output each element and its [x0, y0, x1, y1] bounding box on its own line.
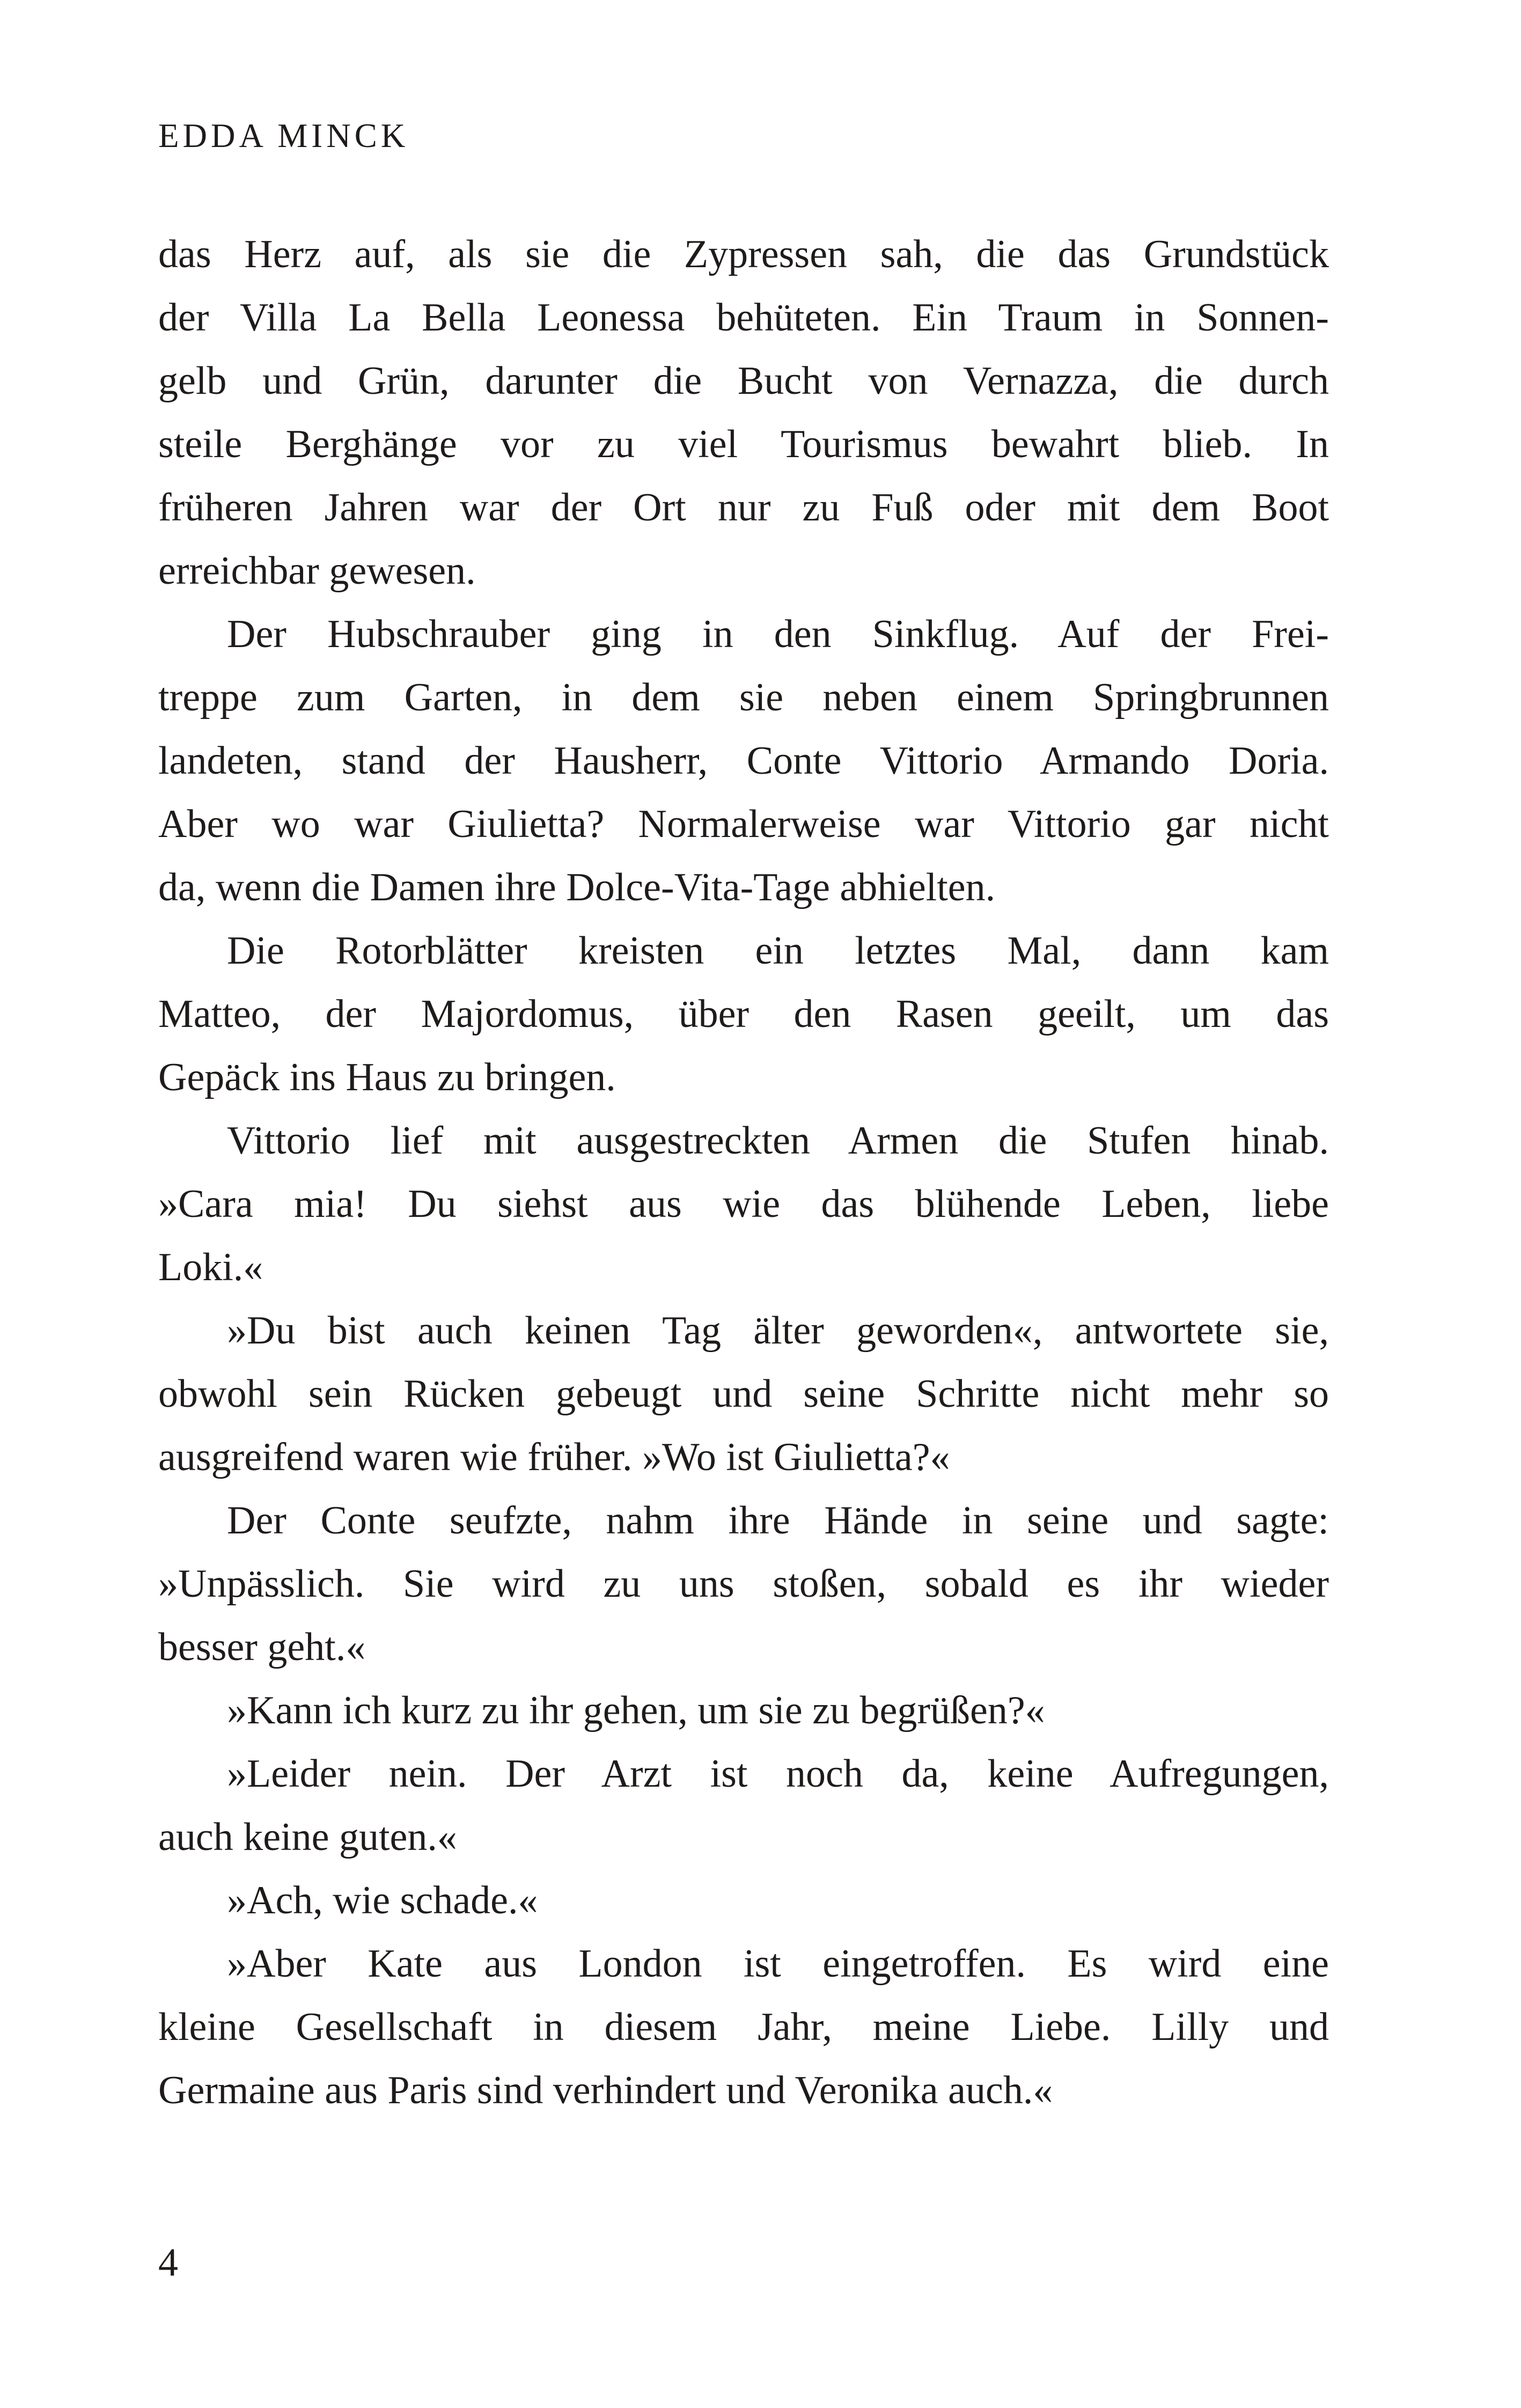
body-text-block — [158, 223, 1329, 2122]
text-line: landeten, stand der Hausherr, Conte Vittorio Armando Doria. — [158, 739, 1329, 783]
text-line: das Herz auf, als sie die Zypressen sah, die das Grundstück — [158, 232, 1329, 276]
text-line: »Leider nein. Der Arzt ist noch da, keine Aufregungen, — [227, 1752, 1329, 1796]
text-line: »Ach, wie schade.« — [227, 1878, 538, 1922]
text-line: da, wenn die Damen ihre Dolce-Vita-Tage abhielten. — [158, 865, 996, 909]
text-line: Der Hubschrauber ging in den Sinkflug. Auf der Frei- — [227, 612, 1329, 656]
text-line: »Cara mia! Du siehst aus wie das blühende Leben, liebe — [158, 1182, 1329, 1226]
text-line: ausgreifend waren wie früher. »Wo ist Giulietta?« — [158, 1435, 950, 1479]
text-line: gelb und Grün, darunter die Bucht von Vernazza, die durch — [158, 359, 1329, 403]
text-line: früheren Jahren war der Ort nur zu Fuß oder mit dem Boot — [158, 486, 1329, 530]
text-line: steile Berghänge vor zu viel Tourismus bewahrt blieb. In — [158, 422, 1329, 466]
text-line: »Du bist auch keinen Tag älter geworden«, antwortete sie, — [227, 1309, 1329, 1353]
text-line: Der Conte seufzte, nahm ihre Hände in seine und sagte: — [227, 1499, 1329, 1543]
text-line: obwohl sein Rücken gebeugt und seine Schritte nicht mehr so — [158, 1372, 1329, 1416]
author-header: EDDA MINCK — [158, 117, 409, 155]
text-line: Vittorio lief mit ausgestreckten Armen die Stufen hinab. — [227, 1119, 1329, 1163]
text-line: erreichbar gewesen. — [158, 549, 476, 593]
text-line: »Unpässlich. Sie wird zu uns stoßen, sobald es ihr wieder — [158, 1562, 1329, 1606]
text-line: Die Rotorblätter kreisten ein letztes Mal, dann kam — [227, 929, 1329, 973]
text-line: auch keine guten.« — [158, 1815, 457, 1859]
text-line: »Kann ich kurz zu ihr gehen, um sie zu begrüßen?« — [227, 1688, 1045, 1732]
text-line: der Villa La Bella Leonessa behüteten. Ein Traum in Sonnen- — [158, 296, 1329, 340]
text-line: Matteo, der Majordomus, über den Rasen geeilt, um das — [158, 992, 1329, 1036]
text-line: Loki.« — [158, 1245, 263, 1289]
text-line: Gepäck ins Haus zu bringen. — [158, 1055, 616, 1099]
text-line: Aber wo war Giulietta? Normalerweise war Vittorio gar nicht — [158, 802, 1329, 846]
page-number: 4 — [158, 2241, 178, 2285]
text-line: treppe zum Garten, in dem sie neben einem Springbrunnen — [158, 676, 1329, 720]
text-line: besser geht.« — [158, 1625, 366, 1669]
text-line: kleine Gesellschaft in diesem Jahr, meine Liebe. Lilly und — [158, 2005, 1329, 2049]
text-line: Germaine aus Paris sind verhindert und Veronika auch.« — [158, 2068, 1053, 2112]
text-line: »Aber Kate aus London ist eingetroffen. Es wird eine — [227, 1942, 1329, 1986]
